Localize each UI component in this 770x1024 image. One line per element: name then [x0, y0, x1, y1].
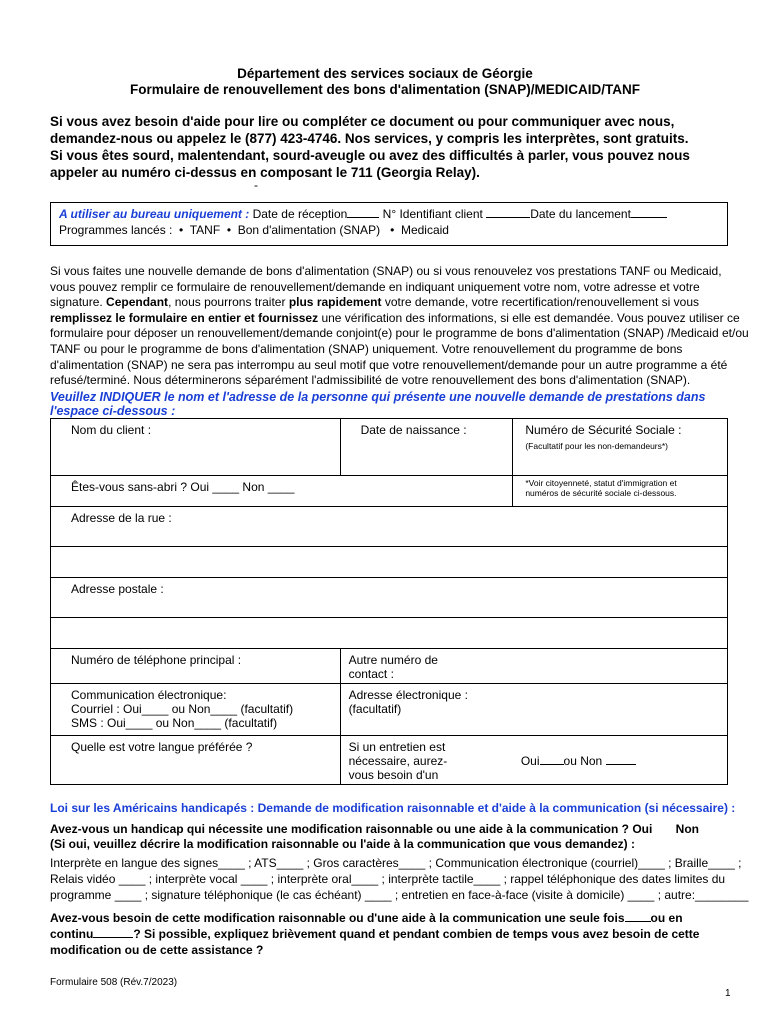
- client-id-label: N° Identifiant client: [382, 207, 483, 221]
- street-address-field[interactable]: Adresse de la rue :: [51, 507, 728, 547]
- ada-heading: Loi sur les Américains handicapés : Demande de modification raisonnable et d'aide à la communication (si nécessaire) :: [50, 801, 736, 815]
- preferred-language-field[interactable]: Quelle est votre langue préférée ?: [51, 736, 341, 785]
- form-number: Formulaire 508 (Rév.7/2023): [50, 977, 178, 988]
- email-address-field[interactable]: Adresse électronique : (facultatif): [340, 684, 727, 736]
- intro-paragraph: [50, 264, 749, 389]
- form-title: Formulaire de renouvellement des bons d'alimentation (SNAP)/MEDICAID/TANF: [129, 82, 641, 97]
- department-title: Département des services sociaux de Géorgie: [237, 66, 533, 81]
- options-line[interactable]: Interprète en langue des signes____ ; ATS____ ; Gros caractères____ ; Communication électronique (courriel)____ ; Braille____ ;: [50, 856, 742, 870]
- intro-line: TANF ou pour le programme de bons d'alimentation (SNAP) uniquement. Votre renouvellement du programme de bons: [50, 341, 683, 356]
- program-medicaid[interactable]: Medicaid: [400, 223, 449, 237]
- help-line: Si vous avez besoin d'aide pour lire ou compléter ce document ou pour communiquer avec nous,: [50, 114, 675, 129]
- bullet-icon: •: [179, 223, 184, 237]
- continuous-field[interactable]: [93, 937, 133, 938]
- help-line: Si vous êtes sourd, malentendant, sourd-aveugle ou avez des difficultés à parler, vous pouvez nous: [50, 148, 690, 163]
- office-use-heading: A utiliser au bureau uniquement :: [59, 207, 250, 221]
- other-phone-field[interactable]: Autre numéro de contact :: [340, 649, 727, 684]
- intro-line: vous pouvez remplir ce formulaire de renouvellement/demande en indiquant uniquement votre nom, votre adresse et votre: [50, 279, 700, 294]
- program-tanf[interactable]: TANF: [189, 223, 221, 237]
- office-use-box: [50, 202, 728, 246]
- programs-label: Programmes lancés :: [59, 223, 173, 237]
- help-line: demandez-nous ou appelez le (877) 423-4746. Nos services, y compris les interprètes, sont gratuits.: [50, 131, 689, 146]
- reception-date-field[interactable]: [347, 217, 379, 218]
- handicap-question: Avez-vous un handicap qui nécessite une modification raisonnable ou une aide à la communication ? Oui Non (Si oui, veuillez décrire la modification raisonnable ou l'aide à la communication que vous demandez) :: [50, 822, 699, 851]
- applicant-form-table: [50, 418, 728, 785]
- interview-question: Si un entretien est nécessaire, aurez- vous besoin d'un: [340, 736, 513, 785]
- help-notice: [50, 113, 740, 181]
- intro-line: signature. Cependant, nous pourrons traiter plus rapidement votre demande, votre recertification/renouvellement si vous: [50, 295, 699, 310]
- homeless-question[interactable]: Êtes-vous sans-abri ? Oui ____ Non ____: [51, 476, 513, 507]
- dash-mark: -: [254, 178, 258, 192]
- accommodation-options: [50, 855, 748, 903]
- intro-line: d'alimentation (SNAP) ne sera pas interrompu au seul motif que votre renouvellement/demande pour un autre programme a été: [50, 357, 728, 372]
- program-snap[interactable]: Bon d'alimentation (SNAP): [237, 223, 381, 237]
- bullet-icon: •: [390, 223, 395, 237]
- intro-line: remplissez le formulaire en entier et fournissez une vérification des informations, si elle est demandée. Vous pouvez utiliser ce: [50, 310, 740, 325]
- intro-line: Si vous faites une nouvelle demande de bons d'alimentation (SNAP) ou si vous renouvelez vos prestations TANF ou Medicaid,: [50, 264, 722, 278]
- client-id-field[interactable]: [486, 217, 530, 218]
- intro-line: refusé/terminé. Nous déterminerons séparément l'admissibilité de votre renouvellement des bons d'alimentation (SNAP).: [50, 373, 691, 388]
- duration-question: Avez-vous besoin de cette modification raisonnable ou d'une aide à la communication une seule fois ou en continu ? Si possible, expliquez brièvement quand et pendant combien de temps vous avez besoin de cette modification ou de cette assistance ?: [50, 911, 700, 957]
- once-field[interactable]: [625, 921, 651, 922]
- mailing-address-field[interactable]: Adresse postale :: [51, 578, 728, 618]
- page-number: 1: [725, 988, 731, 999]
- launch-date-field[interactable]: [631, 217, 667, 218]
- electronic-comm-field[interactable]: Communication électronique: Courriel : Oui____ ou Non____ (facultatif) SMS : Oui____ ou Non____ (facultatif): [51, 684, 341, 736]
- intro-line: formulaire pour déposer un renouvellement/demande conjoint(e) pour le programme de bons d'alimentation (SNAP) /Medicaid et/ou: [50, 326, 749, 341]
- client-name-field[interactable]: Nom du client :: [51, 419, 341, 476]
- birth-date-field[interactable]: Date de naissance :: [340, 419, 513, 476]
- interview-answer[interactable]: Oui ou Non: [513, 736, 728, 785]
- indicate-instruction: [50, 390, 705, 418]
- street-address-line2[interactable]: [51, 547, 728, 578]
- indicate-line: Veuillez INDIQUER le nom et l'adresse de la personne qui présente une nouvelle demande de prestations dans: [50, 390, 706, 404]
- options-line[interactable]: programme ____ ; signature téléphonique (le cas échéant) ____ ; entretien en face-à-face (visite à domicile) ____ ; autre:________: [50, 888, 749, 902]
- mailing-address-line2[interactable]: [51, 618, 728, 649]
- options-line[interactable]: Relais vidéo ____ ; interprète vocal ____ ; interprète oral____ ; interprète tactile____ ; rappel téléphonique des dates limites du: [50, 872, 726, 886]
- ssn-field[interactable]: Numéro de Sécurité Sociale : (Facultatif pour les non-demandeurs*): [513, 419, 728, 476]
- main-phone-field[interactable]: Numéro de téléphone principal :: [51, 649, 341, 684]
- ssn-note: (Facultatif pour les non-demandeurs*): [525, 441, 669, 451]
- help-line: appeler au numéro ci-dessus en composant le 711 (Georgia Relay).: [50, 165, 480, 180]
- indicate-line: l'espace ci-dessous :: [50, 404, 176, 418]
- citizenship-note: *Voir citoyenneté, statut d'immigration et numéros de sécurité sociale ci-dessous.: [513, 476, 728, 507]
- reception-date-label: Date de réception: [252, 207, 348, 221]
- bullet-icon: •: [226, 223, 232, 237]
- handicap-non-option[interactable]: Non: [675, 822, 699, 836]
- launch-date-label: Date du lancement: [530, 207, 631, 221]
